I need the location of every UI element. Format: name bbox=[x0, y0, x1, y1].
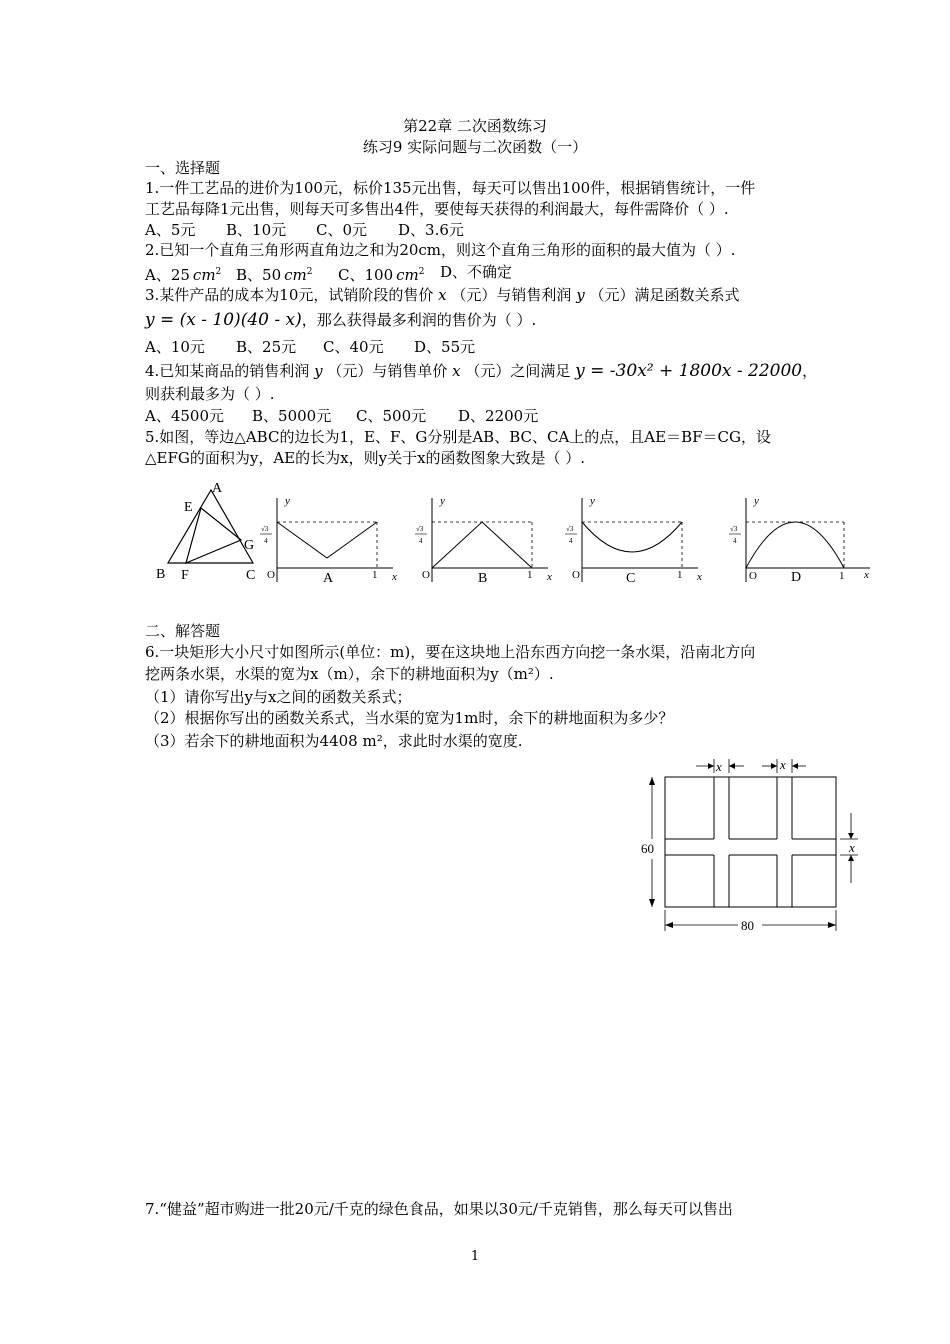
triangle-label-e: E bbox=[184, 500, 193, 515]
q3-option-c: C、40元 bbox=[323, 338, 384, 356]
triangle-label-b: B bbox=[156, 567, 166, 582]
q2-option-d: D、不确定 bbox=[440, 263, 513, 281]
q1-option-b: B、10元 bbox=[226, 221, 287, 239]
graph-option-b bbox=[410, 492, 560, 587]
svg-text:1: 1 bbox=[527, 569, 533, 581]
q5-line2: △EFG的面积为y，AE的长为x，则y关于x的函数图象大致是（ ）. bbox=[145, 449, 586, 467]
svg-text:√3: √3 bbox=[566, 525, 574, 533]
q4-formula: y = -30x² + 1800x - 22000 bbox=[575, 361, 803, 381]
svg-text:y: y bbox=[754, 495, 759, 507]
triangle-label-g: G bbox=[244, 538, 255, 553]
svg-text:x: x bbox=[547, 571, 552, 583]
section-answer-title: 二、解答题 bbox=[145, 622, 221, 640]
q6-sub2: （2）根据你写出的函数关系式，当水渠的宽为1m时，余下的耕地面积为多少？ bbox=[145, 709, 674, 727]
triangle-figure bbox=[150, 478, 265, 583]
field-height-label: 60 bbox=[641, 841, 654, 856]
q3-line2: y = (x - 10)(40 - x)，那么获得最多利润的售价为（ ）. bbox=[145, 310, 537, 330]
svg-text:O: O bbox=[267, 569, 275, 581]
graph-option-a bbox=[255, 492, 405, 587]
graph-d-label: D bbox=[791, 570, 802, 585]
svg-text:y: y bbox=[285, 495, 290, 507]
q2-line1: 2.已知一个直角三角形两直角边之和为20cm，则这个直角三角形的面积的最大值为（ ）. bbox=[145, 241, 736, 259]
graph-option-c bbox=[560, 492, 710, 587]
svg-text:x: x bbox=[697, 571, 702, 583]
svg-text:4: 4 bbox=[419, 537, 423, 545]
svg-text:x: x bbox=[780, 757, 786, 772]
triangle-label-f: F bbox=[181, 568, 189, 583]
q2-option-a: A、25 $cm^2$ bbox=[145, 266, 222, 284]
q1-line2: 工艺品每降1元出售，则每天可多售出4件，要使每天获得的利润最大，每件需降价（ ）. bbox=[145, 200, 729, 218]
svg-text:O: O bbox=[572, 569, 580, 581]
q4-line1: 4.已知某商品的销售利润 y （元）与销售单价 x （元）之间满足 y = -30x² + 1800x - 22000， bbox=[145, 361, 818, 381]
q3-option-b: B、25元 bbox=[236, 338, 297, 356]
svg-text:x: x bbox=[716, 759, 722, 774]
chapter-title: 第22章 二次函数练习 bbox=[403, 117, 547, 135]
field-figure bbox=[636, 755, 866, 940]
svg-text:y: y bbox=[590, 495, 595, 507]
q4-line2: 则获利最多为（ ）. bbox=[145, 385, 275, 403]
q3-option-d: D、55元 bbox=[414, 338, 476, 356]
graph-c-label: C bbox=[626, 571, 636, 586]
q3-formula: y = (x - 10)(40 - x) bbox=[145, 310, 302, 330]
svg-text:1: 1 bbox=[839, 570, 845, 582]
q1-option-d: D、3.6元 bbox=[398, 221, 464, 239]
svg-text:O: O bbox=[749, 570, 757, 582]
q4-option-a: A、4500元 bbox=[145, 407, 225, 425]
svg-text:√3: √3 bbox=[730, 525, 738, 533]
q1-line1: 1.一件工艺品的进价为100元，标价135元出售，每天可以售出100件，根据销售统计，一件 bbox=[145, 179, 756, 197]
q6-sub3: （3）若余下的耕地面积为4408 m²，求此时水渠的宽度. bbox=[145, 732, 523, 750]
q6-line2: 挖两条水渠，水渠的宽为x（m），余下的耕地面积为y（m²）. bbox=[145, 665, 554, 683]
svg-text:4: 4 bbox=[733, 537, 737, 545]
svg-text:1: 1 bbox=[372, 569, 378, 581]
q2-option-b: B、50 $cm^2$ bbox=[236, 266, 313, 284]
q3-line1: 3.某件产品的成本为10元，试销阶段的售价 x （元）与销售利润 y （元）满足函数关系式 bbox=[145, 286, 740, 304]
q7-line1: 7.“健益”超市购进一批20元/千克的绿色食品，如果以30元/千克销售，那么每天可以售出 bbox=[145, 1200, 733, 1218]
svg-text:x: x bbox=[849, 840, 855, 855]
field-width-label: 80 bbox=[741, 918, 754, 933]
triangle-label-a: A bbox=[212, 481, 223, 496]
svg-text:y: y bbox=[440, 495, 445, 507]
q5-line1: 5.如图，等边△ABC的边长为1，E、F、G分别是AB、BC、CA上的点，且AE＝BF＝CG，设 bbox=[145, 428, 771, 446]
svg-text:x: x bbox=[392, 571, 397, 583]
q4-option-b: B、5000元 bbox=[252, 407, 332, 425]
q6-line1: 6.一块矩形大小尺寸如图所示(单位：m)，要在这块地上沿东西方向挖一条水渠，沿南北方向 bbox=[145, 643, 756, 661]
svg-text:4: 4 bbox=[264, 537, 268, 545]
q1-option-c: C、0元 bbox=[316, 221, 368, 239]
section-choice-title: 一、选择题 bbox=[145, 159, 221, 177]
svg-text:√3: √3 bbox=[416, 525, 424, 533]
q3-option-a: A、10元 bbox=[145, 338, 205, 356]
exercise-title: 练习9 实际问题与二次函数（一） bbox=[362, 138, 588, 156]
svg-text:√3: √3 bbox=[261, 525, 269, 533]
graph-a-label: A bbox=[323, 571, 334, 586]
q4-option-c: C、500元 bbox=[356, 407, 427, 425]
q2-option-c: C、100 $cm^2$ bbox=[338, 266, 425, 284]
graph-option-d bbox=[722, 492, 882, 587]
svg-text:1: 1 bbox=[677, 569, 683, 581]
triangle-label-c: C bbox=[246, 568, 256, 583]
svg-text:x: x bbox=[864, 569, 869, 581]
q6-sub1: （1）请你写出y与x之间的函数关系式； bbox=[145, 688, 412, 706]
svg-text:O: O bbox=[422, 569, 430, 581]
q1-option-a: A、5元 bbox=[145, 221, 196, 239]
svg-text:4: 4 bbox=[569, 537, 573, 545]
q4-option-d: D、2200元 bbox=[458, 407, 539, 425]
page-number: 1 bbox=[470, 1249, 480, 1264]
graph-b-label: B bbox=[478, 571, 488, 586]
